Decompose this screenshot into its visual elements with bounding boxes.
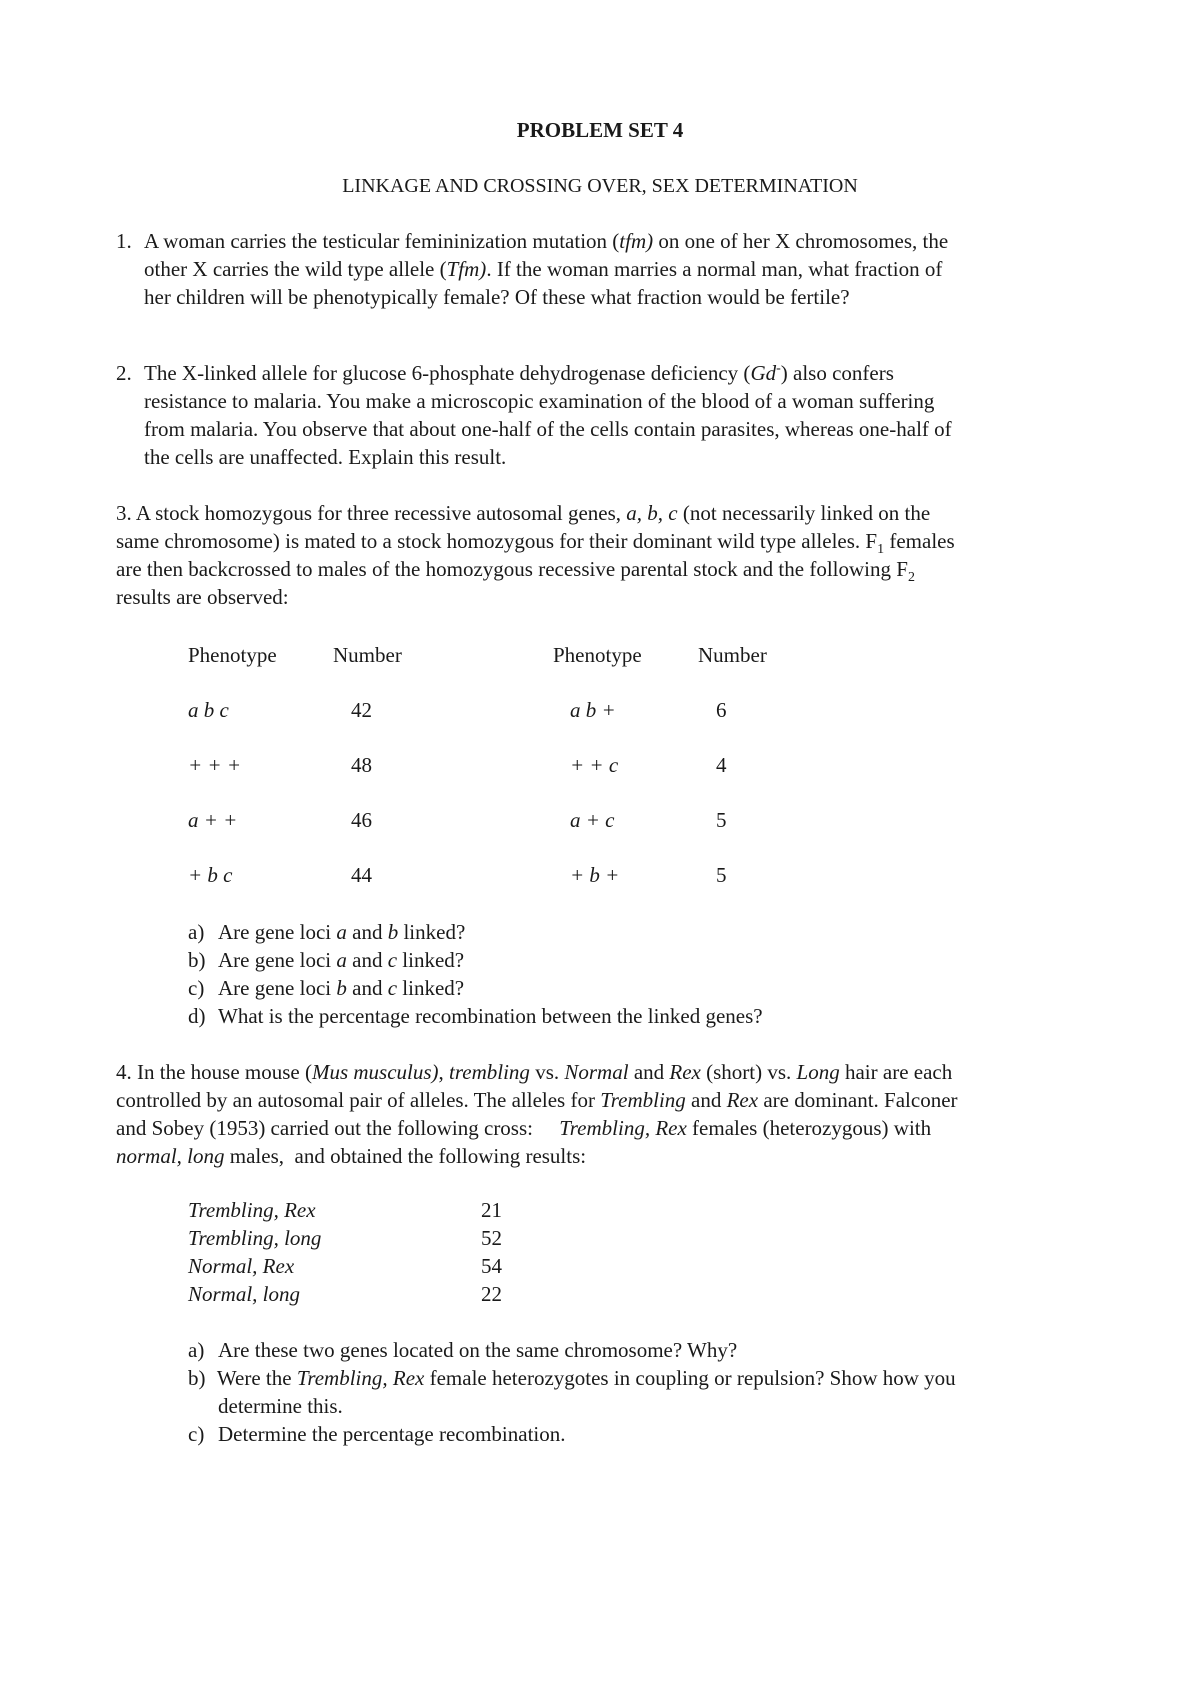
subquestion-d: d) (188, 1004, 206, 1028)
result-value: 22 (481, 1282, 502, 1306)
question-3-line-3: are then backcrossed to males of the homozygous recessive parental stock and the following $F_2$ (116, 557, 915, 586)
subquestion-c-text: Determine the percentage recombination. (218, 1422, 566, 1446)
table-cell-phenotype: a b + (570, 698, 616, 722)
question-2-line-4: the cells are unaffected. Explain this result. (144, 445, 507, 469)
table-cell-phenotype: a b c (188, 698, 229, 722)
table-cell-number: 42 (351, 698, 372, 722)
question-4-line-4: normal, long males, and obtained the following results: (116, 1144, 587, 1168)
subquestion-a: a) (188, 1338, 205, 1362)
table-cell-phenotype: a + + (188, 808, 238, 832)
table-cell-phenotype: + b c (188, 863, 233, 887)
question-4-line-3: and Sobey (1953) carried out the following cross: Trembling, Rex females (heterozygous) with (116, 1116, 932, 1140)
question-4-line-2: controlled by an autosomal pair of alleles. The alleles for Trembling and Rex are dominant. Falconer (116, 1088, 958, 1112)
table-cell-phenotype: a + c (570, 808, 615, 832)
table-cell-number: 5 (716, 808, 727, 832)
subquestion-a-text: Are these two genes located on the same chromosome? Why? (218, 1338, 738, 1362)
table-cell-number: 44 (351, 863, 372, 887)
table-cell-number: 4 (716, 753, 727, 777)
table-cell-number: 46 (351, 808, 372, 832)
subquestion-c: c) (188, 976, 205, 1000)
question-1-number: 1. (116, 229, 132, 253)
page-subtitle: LINKAGE AND CROSSING OVER, SEX DETERMINATION (342, 175, 858, 197)
table-header-number-1: Number (333, 643, 402, 667)
page-title: PROBLEM SET 4 (516, 118, 684, 142)
result-label: Normal, Rex (188, 1254, 295, 1278)
table-header-phenotype-2: Phenotype (553, 643, 642, 667)
question-2-number: 2. (116, 361, 132, 385)
table-cell-phenotype: + b + (570, 863, 620, 887)
subquestion-b-text: Are gene loci a and c linked? (218, 948, 465, 972)
subquestion-a-text: Are gene loci a and b linked? (218, 920, 466, 944)
result-label: Trembling, long (188, 1226, 322, 1250)
table-cell-phenotype: + + + (188, 753, 242, 777)
question-3-line-2: same chromosome) is mated to a stock homozygous for their dominant wild type alleles. $F_1$ females (116, 529, 955, 558)
subquestion-b-text: Were the Trembling, Rex female heterozygotes in coupling or repulsion? Show how you (212, 1366, 956, 1390)
result-value: 54 (481, 1254, 502, 1278)
result-label: Trembling, Rex (188, 1198, 316, 1222)
subquestion-b: b) (188, 1366, 206, 1390)
subquestion-c: c) (188, 1422, 205, 1446)
table-header-number-2: Number (698, 643, 767, 667)
question-2-line-3: from malaria. You observe that about one-half of the cells contain parasites, whereas one-half of (144, 417, 952, 441)
table-cell-number: 6 (716, 698, 727, 722)
table-cell-number: 5 (716, 863, 727, 887)
table-header-phenotype-1: Phenotype (188, 643, 277, 667)
question-1-line-3: her children will be phenotypically female? Of these what fraction would be fertile? (144, 285, 850, 309)
subquestion-a: a) (188, 920, 205, 944)
subquestion-b-text-cont: determine this. (218, 1394, 343, 1418)
table-cell-phenotype: + + c (570, 753, 619, 777)
question-1-line-1: A woman carries the testicular femininization mutation (tfm) on one of her X chromosomes, the (144, 229, 949, 253)
question-2-line-2: resistance to malaria. You make a microscopic examination of the blood of a woman suffering (144, 389, 935, 413)
table-cell-number: 48 (351, 753, 372, 777)
result-value: 52 (481, 1226, 502, 1250)
subquestion-b: b) (188, 948, 206, 972)
result-label: Normal, long (188, 1282, 301, 1306)
question-1-line-2: other X carries the wild type allele (Tfm). If the woman marries a normal man, what fraction of (144, 257, 943, 281)
question-2-line-1: The X-linked allele for glucose 6-phosphate dehydrogenase deficiency (Gd-) also confers (144, 361, 894, 385)
question-3-line-4: results are observed: (116, 585, 289, 609)
question-4-line-1: 4. In the house mouse (Mus musculus), trembling vs. Normal and Rex (short) vs. Long hair are each (116, 1060, 953, 1084)
subquestion-d-text: What is the percentage recombination between the linked genes? (218, 1004, 763, 1028)
question-3-line-1: 3. A stock homozygous for three recessive autosomal genes, a, b, c (not necessarily linked on the (116, 501, 931, 525)
subquestion-c-text: Are gene loci b and c linked? (218, 976, 465, 1000)
result-value: 21 (481, 1198, 502, 1222)
